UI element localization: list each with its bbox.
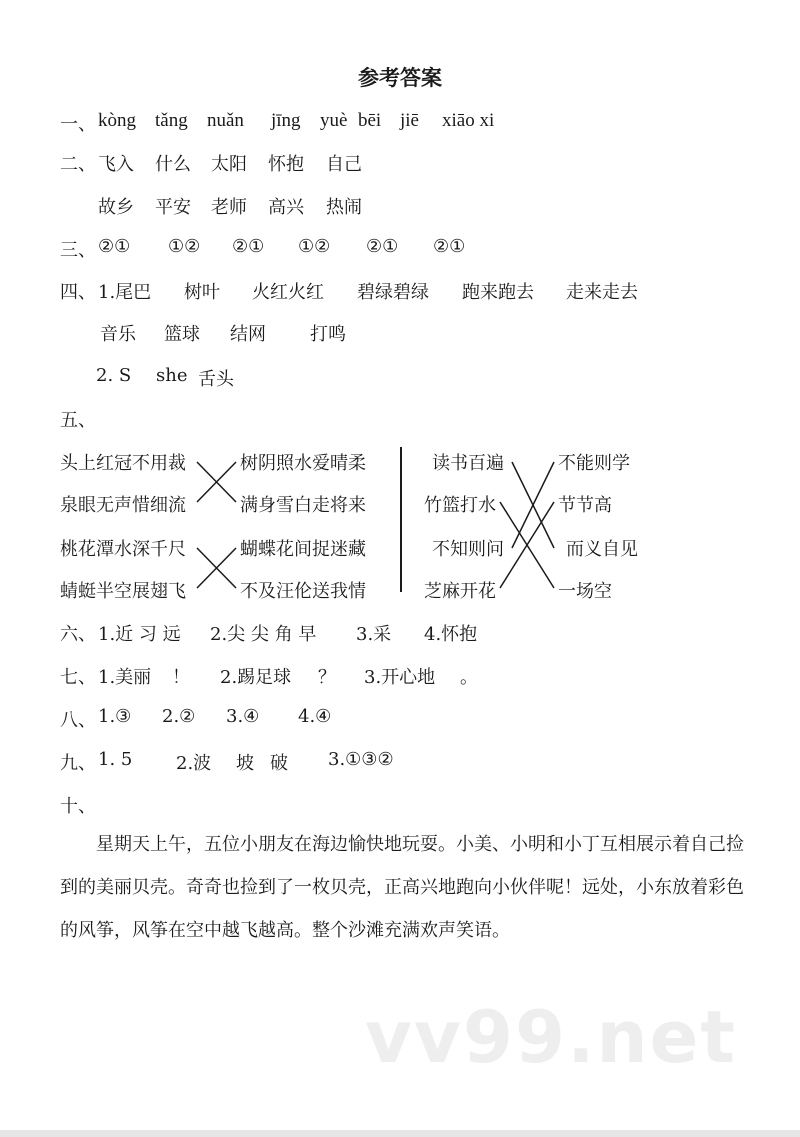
pinyin-answer: yuè bbox=[320, 110, 348, 131]
poem-line: 蜻蜓半空展翅飞 bbox=[60, 581, 186, 602]
word-answer: 2.踢足球 bbox=[220, 667, 292, 688]
choice-answer: 2.② bbox=[162, 706, 196, 727]
word-answer: 2.波 bbox=[176, 753, 212, 774]
word-answer: 热闹 bbox=[326, 197, 362, 218]
proverb-end: 不能则学 bbox=[558, 453, 630, 474]
watermark: vv99.net bbox=[365, 995, 737, 1079]
word-answer: 飞入 bbox=[98, 154, 134, 175]
word-answer: 3.开心地 bbox=[364, 667, 436, 688]
poem-line: 桃花潭水深千尺 bbox=[60, 539, 186, 560]
word-answer: 舌头 bbox=[198, 369, 234, 390]
word-answer: 自己 bbox=[326, 154, 362, 175]
word-answer: 1.美丽 bbox=[98, 667, 152, 688]
question-number: 二、 bbox=[60, 154, 96, 175]
question-number: 四、 bbox=[60, 282, 96, 303]
word-answer: 音乐 bbox=[100, 324, 136, 345]
question-number: 六、 bbox=[60, 624, 96, 645]
order-answer: ①② bbox=[298, 236, 331, 257]
letter-answer: 2. S bbox=[96, 365, 132, 386]
proverb-end: 一场空 bbox=[558, 581, 612, 602]
word-answer: 平安 bbox=[155, 197, 191, 218]
word-answer: 走来走去 bbox=[566, 282, 638, 303]
proverb-start: 读书百遍 bbox=[432, 453, 504, 474]
choice-answer: 3.①③② bbox=[328, 749, 394, 770]
word-answer: 太阳 bbox=[211, 154, 247, 175]
pinyin-answer: tǎng bbox=[155, 110, 188, 131]
word-answer: 故乡 bbox=[98, 197, 134, 218]
question-number: 十、 bbox=[60, 796, 96, 817]
punctuation-answer: ？ bbox=[318, 667, 336, 688]
word-answer: 坡 bbox=[236, 753, 254, 774]
question-number: 三、 bbox=[60, 240, 96, 261]
order-answer: ②① bbox=[433, 236, 466, 257]
word-answer: 老师 bbox=[211, 197, 247, 218]
pinyin-answer: nuǎn bbox=[207, 110, 244, 131]
pinyin-answer: xiāo xi bbox=[442, 110, 495, 131]
word-answer: 火红火红 bbox=[252, 282, 324, 303]
pinyin-answer: kòng bbox=[98, 110, 136, 131]
order-answer: ②① bbox=[366, 236, 399, 257]
pinyin-answer: bēi bbox=[358, 110, 382, 131]
word-answer: 碧绿碧绿 bbox=[357, 282, 429, 303]
poem-line: 树阴照水爱晴柔 bbox=[240, 453, 366, 474]
poem-line: 泉眼无声惜细流 bbox=[60, 495, 186, 516]
punctuation-answer: ！ bbox=[172, 667, 190, 688]
question-number: 一、 bbox=[60, 114, 96, 135]
word-answer: 怀抱 bbox=[268, 154, 304, 175]
punctuation-answer: 。 bbox=[460, 667, 478, 688]
proverb-start: 芝麻开花 bbox=[424, 581, 496, 602]
poem-line: 满身雪白走将来 bbox=[240, 495, 366, 516]
pinyin-answer: jiē bbox=[400, 110, 419, 131]
word-answer: 跑来跑去 bbox=[462, 282, 534, 303]
word-answer: 打鸣 bbox=[310, 324, 346, 345]
word-answer: 结网 bbox=[230, 324, 266, 345]
word-answer: 树叶 bbox=[184, 282, 220, 303]
order-answer: ①② bbox=[168, 236, 201, 257]
order-answer: ②① bbox=[232, 236, 265, 257]
word-answer: 2.尖 尖 角 早 bbox=[210, 624, 317, 645]
choice-answer: 1.③ bbox=[98, 706, 132, 727]
word-answer: 篮球 bbox=[164, 324, 200, 345]
writing-answer-paragraph: 星期天上午，五位小朋友在海边愉快地玩耍。小美、小明和小丁互相展示着自己捡到的美丽贝壳。奇奇也捡到了一枚贝壳，正高兴地跑向小伙伴呢！远处，小东放着彩色的风筝，风筝在空中越飞越高。整个沙滩充满欢声笑语。 bbox=[60, 834, 744, 941]
word-answer: 什么 bbox=[155, 154, 191, 175]
word-answer: 1.尾巴 bbox=[98, 282, 152, 303]
order-answer: ②① bbox=[98, 236, 131, 257]
choice-answer: 4.④ bbox=[298, 706, 332, 727]
proverb-start: 不知则问 bbox=[432, 539, 504, 560]
word-answer: 1.近 习 远 bbox=[98, 624, 181, 645]
page-bottom-edge bbox=[0, 1130, 800, 1137]
question-number: 八、 bbox=[60, 710, 96, 731]
letter-answer: she bbox=[156, 365, 188, 386]
proverb-end: 节节高 bbox=[558, 495, 612, 516]
page-title: 参考答案 bbox=[358, 66, 442, 90]
word-answer: 破 bbox=[270, 753, 288, 774]
question-number: 七、 bbox=[60, 667, 96, 688]
poem-line: 不及汪伦送我情 bbox=[240, 581, 366, 602]
proverb-end: 而义自见 bbox=[566, 539, 638, 560]
proverb-start: 竹篮打水 bbox=[424, 495, 496, 516]
word-answer: 高兴 bbox=[268, 197, 304, 218]
question-number: 九、 bbox=[60, 753, 96, 774]
poem-line: 蝴蝶花间捉迷藏 bbox=[240, 539, 366, 560]
word-answer: 3.采 bbox=[356, 624, 392, 645]
number-answer: 1. 5 bbox=[98, 749, 133, 770]
pinyin-answer: jīng bbox=[271, 110, 301, 131]
poem-line: 头上红冠不用裁 bbox=[60, 453, 186, 474]
word-answer: 4.怀抱 bbox=[424, 624, 478, 645]
question-number: 五、 bbox=[60, 410, 96, 431]
choice-answer: 3.④ bbox=[226, 706, 260, 727]
